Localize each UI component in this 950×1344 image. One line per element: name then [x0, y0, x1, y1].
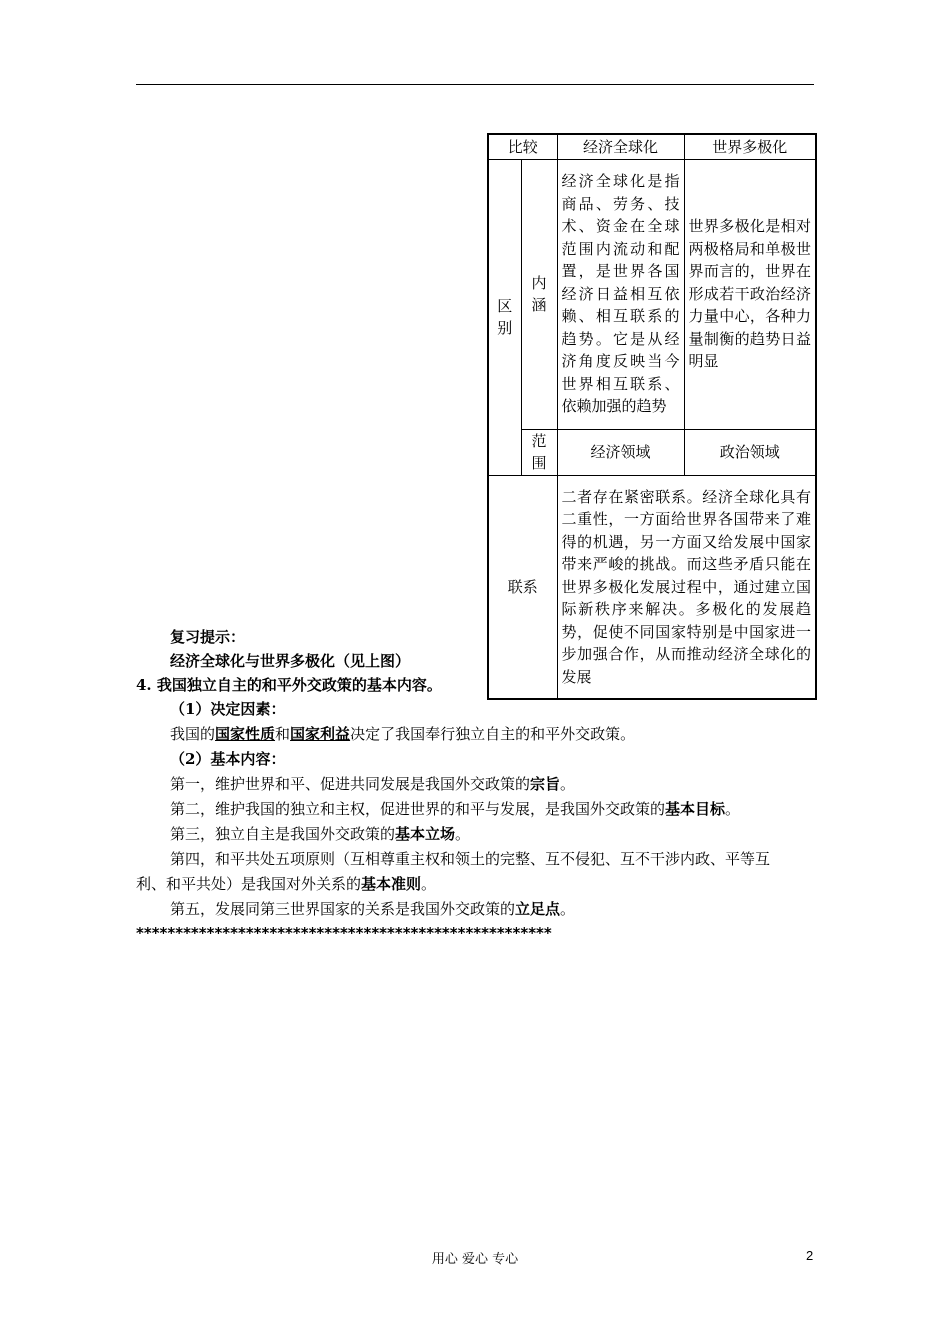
- fanwei-econ-cell: 经济领域: [557, 429, 684, 475]
- section4-title: 4. 我国独立自主的和平外交政策的基本内容。: [136, 676, 442, 694]
- star-separator: *****************************************************: [136, 924, 552, 942]
- factors-pre: 我国的: [170, 725, 216, 743]
- neihan-multi-cell: 世界多极化是相对两极格局和单极世界而言的，世界在形成若干政治经济力量中心，各种力量制衡的趋势日益明显: [684, 159, 816, 429]
- fanwei-multi-cell: 政治领域: [684, 429, 816, 475]
- p1-post: 。: [560, 775, 576, 793]
- link-label: 联系: [488, 475, 557, 699]
- fanwei-label: [521, 429, 557, 475]
- neihan-label: [521, 159, 557, 429]
- factors-post: 决定了我国奉行独立自主的和平外交政策。: [350, 725, 636, 743]
- page-number: 2: [806, 1248, 814, 1263]
- sub-heading-factors: （1）决定因素：: [170, 700, 286, 718]
- p1-pre: 第一，维护世界和平、促进共同发展是我国外交政策的: [170, 775, 531, 793]
- keyword-national-interest: 国家利益: [290, 725, 351, 743]
- p3-pre: 第三，独立自主是我国外交政策的: [170, 825, 396, 843]
- p5-post: 。: [560, 900, 576, 918]
- p4-pre: 利、和平共处）是我国对外关系的: [136, 875, 362, 893]
- p5-pre: 第五，发展同第三世界国家的关系是我国外交政策的: [170, 900, 516, 918]
- diff-label-text: 区 别: [497, 297, 513, 337]
- comparison-table: [487, 133, 817, 700]
- header-compare: 比较: [488, 134, 557, 159]
- neihan-econ-cell: 经济全球化是指商品、劳务、技术、资金在全球范围内流动和配置，是世界各国经济日益相互依赖、相互联系的趋势。它是从经济角度反映当今世界相互联系、依赖加强的趋势: [557, 159, 684, 429]
- table-header-row: [488, 134, 816, 159]
- p5-keyword: 立足点: [515, 900, 561, 918]
- content-point-2: [170, 797, 740, 821]
- factors-line: [170, 722, 635, 746]
- p1-keyword: 宗旨: [530, 775, 561, 793]
- header-rule: [136, 84, 814, 85]
- factors-mid: 和: [275, 725, 291, 743]
- p2-pre: 第二，维护我国的独立和主权，促进世界的和平与发展，是我国外交政策的: [170, 800, 666, 818]
- table-row-neihan: [488, 159, 816, 429]
- header-econ-globalization: 经济全球化: [557, 134, 684, 159]
- p4-post: 。: [421, 875, 437, 893]
- p3-keyword: 基本立场: [395, 825, 456, 843]
- sub-heading-content: （2）基本内容：: [170, 750, 286, 768]
- table-row-fanwei: [488, 429, 816, 475]
- header-world-multipolar: 世界多极化: [684, 134, 816, 159]
- content-point-3: [170, 822, 470, 846]
- content-point-1: [170, 772, 575, 796]
- content-point-4-line1: 第四，和平共处五项原则（互相尊重主权和领土的完整、互不侵犯、互不干涉内政、平等互: [170, 850, 771, 868]
- p2-post: 。: [725, 800, 741, 818]
- p3-post: 。: [455, 825, 471, 843]
- link-cell: 二者存在紧密联系。经济全球化具有二重性，一方面给世界各国带来了难得的机遇，另一方面又给发展中国家带来严峻的挑战。而这些矛盾只能在世界多极化发展过程中，通过建立国际新秩序来解决。多极化的发展趋势，促使不同国家特别是中国家进一步加强合作，从而推动经济全球化的发展: [557, 475, 816, 699]
- content-point-4-line2: [136, 872, 436, 896]
- table-row-link: [488, 475, 816, 699]
- review-tip-text: 经济全球化与世界多极化（见上图）: [170, 652, 411, 670]
- p4-keyword: 基本准则: [361, 875, 422, 893]
- footer-motto: 用心 爱心 专心: [431, 1252, 519, 1267]
- diff-label: [488, 159, 521, 475]
- neihan-label-text: 内 涵: [531, 274, 547, 314]
- review-tip-label: 复习提示：: [170, 628, 246, 646]
- fanwei-label-text: 范 围: [531, 432, 547, 472]
- p2-keyword: 基本目标: [665, 800, 726, 818]
- content-point-5: [170, 897, 575, 921]
- keyword-state-nature: 国家性质: [215, 725, 276, 743]
